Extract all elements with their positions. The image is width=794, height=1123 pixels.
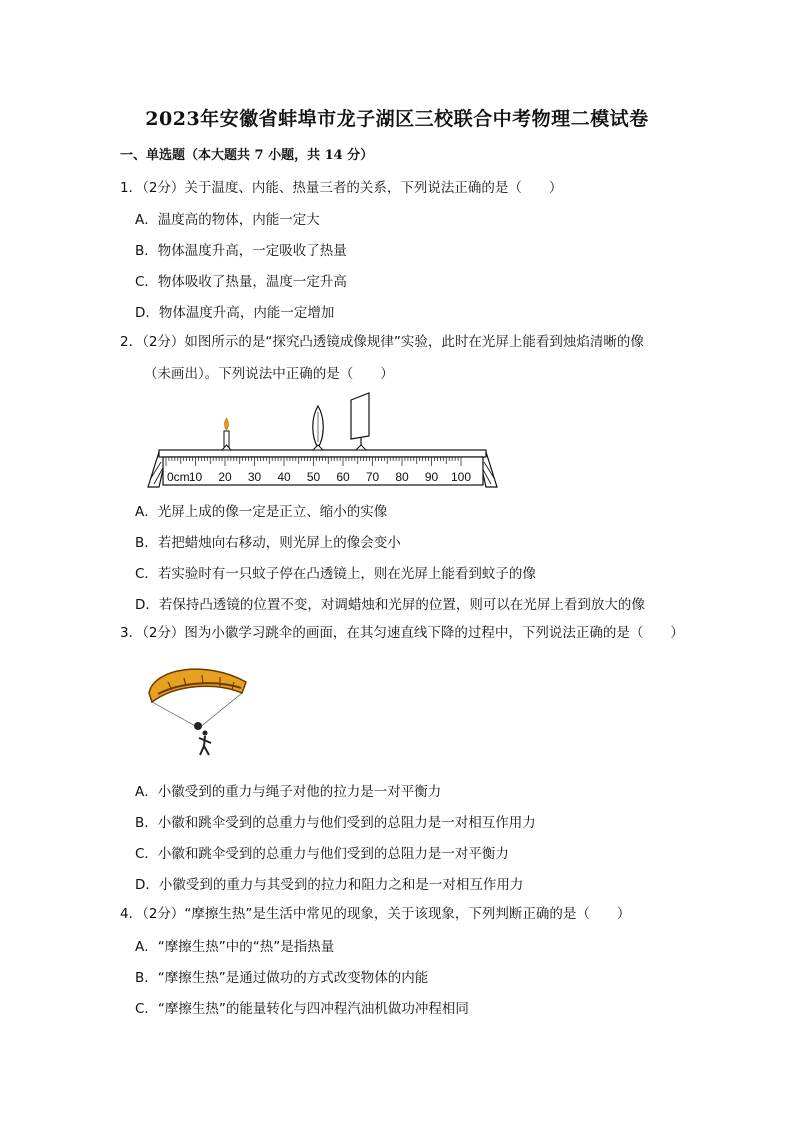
ruler-label: 30: [247, 470, 262, 484]
convex-lens-icon: [313, 406, 324, 450]
question-2-option-c[interactable]: C．若实验时有一只蚊子停在凸透镜上，则在光屏上能看到蚊子的像: [135, 566, 536, 582]
question-3-option-a[interactable]: A．小徽受到的重力与绳子对他的拉力是一对平衡力: [135, 784, 442, 800]
question-2-option-b[interactable]: B．若把蜡烛向右移动，则光屏上的像会变小: [135, 535, 401, 551]
question-1-option-d[interactable]: D．物体温度升高，内能一定增加: [135, 305, 335, 321]
question-1-option-b[interactable]: B．物体温度升高，一定吸收了热量: [135, 243, 347, 259]
candle-icon: [222, 418, 231, 450]
section-heading: 一、单选题（本大题共 7 小题，共 14 分）: [120, 148, 374, 163]
bench-rail: [159, 450, 486, 457]
question-1-option-c[interactable]: C．物体吸收了热量，温度一定升高: [135, 274, 347, 290]
question-4-option-c[interactable]: C．“摩擦生热”的能量转化与四冲程汽油机做功冲程相同: [135, 1001, 469, 1017]
ruler-label: 60: [336, 470, 350, 484]
question-2-stem-continued: （未画出）。下列说法中正确的是（ ）: [144, 366, 394, 382]
question-2-option-d[interactable]: D．若保持凸透镜的位置不变，对调蜡烛和光屏的位置，则可以在光屏上看到放大的像: [135, 597, 645, 613]
skydiver-icon: [194, 722, 211, 755]
ruler-label: 10: [188, 470, 203, 484]
question-4-option-b[interactable]: B．“摩擦生热”是通过做功的方式改变物体的内能: [135, 970, 429, 986]
page-title: 2023年安徽省蚌埠市龙子湖区三校联合中考物理二模试卷: [145, 108, 649, 130]
ruler-label: 40: [277, 470, 291, 484]
ruler-label: 70: [365, 470, 380, 484]
question-3-stem: 3．（2分）图为小徽学习跳伞的画面，在其匀速直线下降的过程中，下列说法正确的是（ ）: [120, 625, 684, 641]
parachute-figure: [146, 660, 251, 765]
question-4-option-a[interactable]: A．“摩擦生热”中的“热”是指热量: [135, 939, 335, 955]
ruler-label: 100: [450, 470, 472, 484]
question-2-option-a[interactable]: A．光屏上成的像一定是正立、缩小的实像: [135, 504, 388, 520]
question-3-option-b[interactable]: B．小徽和跳伞受到的总重力与他们受到的总阻力是一对相互作用力: [135, 815, 536, 831]
light-screen-icon: [351, 393, 369, 450]
ruler-label: 90: [424, 470, 439, 484]
question-3-option-d[interactable]: D．小徽受到的重力与其受到的拉力和阻力之和是一对相互作用力: [135, 877, 524, 893]
optical-bench-figure: [145, 392, 500, 492]
question-1-option-a[interactable]: A．温度高的物体，内能一定大: [135, 212, 320, 228]
question-1-stem: 1．（2分）关于温度、内能、热量三者的关系，下列说法正确的是（ ）: [120, 180, 563, 196]
question-4-stem: 4．（2分）“摩擦生热”是生活中常见的现象，关于该现象，下列判断正确的是（ ）: [120, 906, 631, 922]
ruler-label: 20: [218, 470, 232, 484]
ruler-label: 80: [395, 470, 409, 484]
ruler-label: 0cm: [167, 470, 190, 484]
question-3-option-c[interactable]: C．小徽和跳伞受到的总重力与他们受到的总阻力是一对平衡力: [135, 846, 509, 862]
question-2-stem: 2．（2分）如图所示的是“探究凸透镜成像规律”实验，此时在光屏上能看到烛焰清晰的像: [120, 334, 644, 350]
ruler-label: 50: [306, 470, 321, 484]
